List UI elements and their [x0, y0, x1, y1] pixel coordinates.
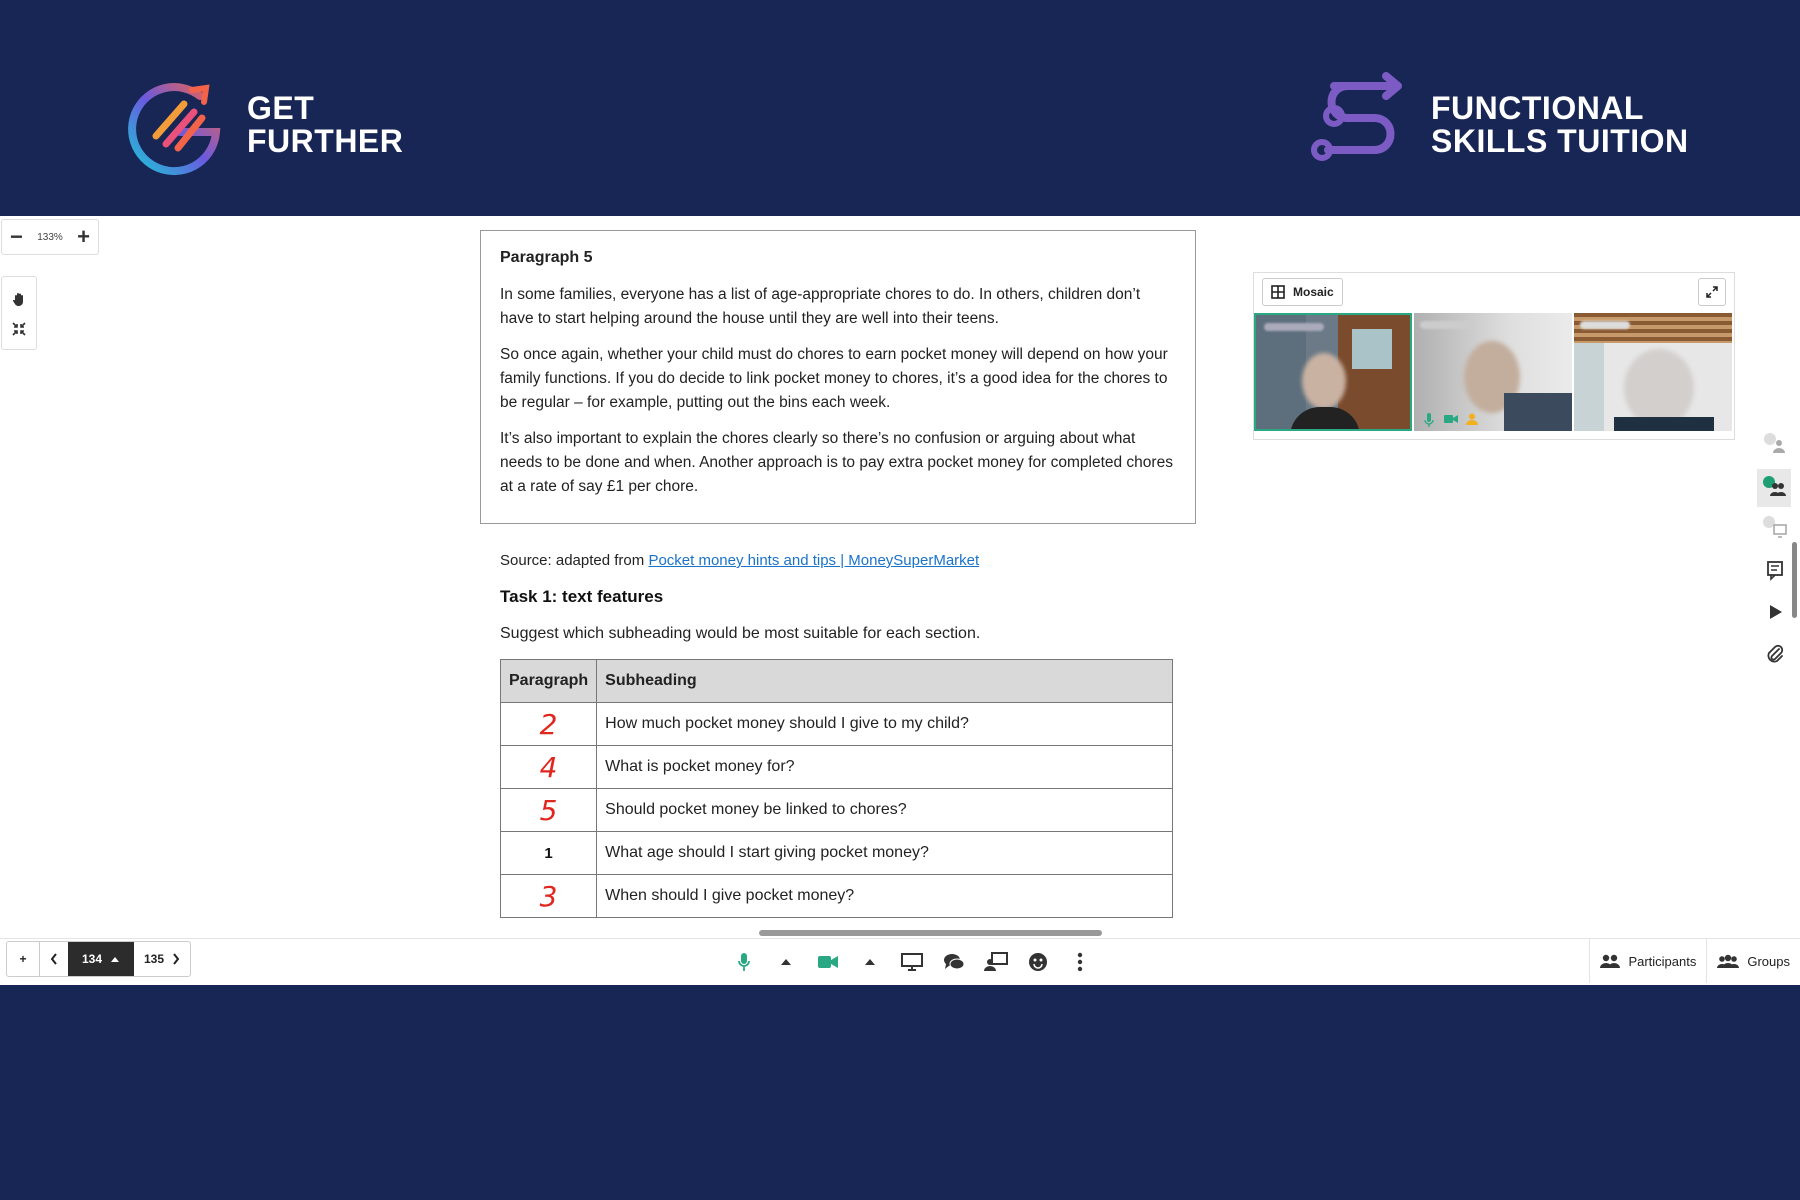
media-controls: [730, 947, 1094, 977]
subheading-cell: When should I give pocket money?: [597, 875, 1173, 918]
functional-skills-wordmark: [1431, 92, 1689, 158]
paragraph-text: So once again, whether your child must do chores to earn pocket money will depend on how your family functions. If you do decide to link pocket money to chores, it’s a good idea for the chores to be regular – for example, putting out the bins each week.: [500, 346, 1168, 411]
brand-right-line1: FUNCTIONAL: [1431, 90, 1644, 126]
zoom-in-button[interactable]: +: [77, 224, 90, 249]
task-title: Task 1: text features: [500, 587, 664, 606]
grid-icon: [1271, 285, 1285, 299]
task-instruction: Suggest which subheading would be most suitable for each section.: [500, 625, 981, 642]
caret-up-icon: [110, 956, 120, 963]
source-prefix: Source: adapted from: [500, 552, 645, 569]
video-tile-participant-1[interactable]: [1254, 313, 1412, 431]
blurred-face: [1624, 349, 1694, 427]
expand-video-button[interactable]: [1698, 278, 1726, 306]
monitor-icon: [901, 953, 923, 971]
hand-pan-icon[interactable]: [11, 291, 27, 307]
mosaic-label: Mosaic: [1293, 285, 1334, 299]
current-page-number: 134: [81, 952, 103, 966]
zoom-control: [1, 219, 99, 255]
blurred-face: [1302, 353, 1346, 409]
table-row: [501, 832, 1173, 875]
chat-icon: [943, 953, 965, 971]
chat-button[interactable]: [940, 949, 968, 975]
zoom-level: 133%: [37, 231, 63, 243]
more-vertical-icon: [1077, 952, 1083, 972]
presenter-icon: [984, 952, 1008, 972]
share-screen-button[interactable]: [898, 949, 926, 975]
single-user-icon[interactable]: [1762, 431, 1788, 457]
paragraph-title: Paragraph 5: [500, 249, 593, 266]
paragraph-text: It’s also important to explain the chores clearly so there’s no confusion or arguing about what needs to be done and when. Another approach is to pay extra pocket money for completed chores at a rate of say £1 per chore.: [500, 430, 1173, 495]
camera-icon: [817, 954, 839, 970]
table-row: [501, 875, 1173, 918]
functional-skills-logo-icon: [1308, 70, 1410, 172]
caret-up-icon: [780, 958, 792, 966]
left-tool-rail: [1, 276, 37, 350]
microphone-icon: [737, 952, 751, 972]
presenter-mode-button[interactable]: [982, 949, 1010, 975]
mosaic-layout-button[interactable]: [1262, 278, 1343, 306]
subheading-table: [500, 659, 1173, 918]
next-page-number: 135: [143, 952, 165, 966]
get-further-logo-icon: [122, 74, 226, 178]
brand-right-line2: SKILLS TUITION: [1431, 123, 1689, 159]
camera-options-button[interactable]: [856, 949, 884, 975]
microphone-button[interactable]: [730, 949, 758, 975]
presenter-icon: [1466, 413, 1478, 425]
chevron-right-icon: [172, 953, 180, 965]
screen-share-icon[interactable]: [1762, 515, 1788, 541]
add-page-button[interactable]: +: [7, 942, 40, 976]
source-link[interactable]: Pocket money hints and tips | MoneySuperMarket: [648, 552, 980, 569]
table-row: [501, 746, 1173, 789]
attachment-icon[interactable]: [1762, 641, 1788, 667]
paragraph-number: 1: [501, 832, 597, 875]
whiteboard-app: [0, 216, 1800, 984]
play-icon[interactable]: [1762, 599, 1788, 625]
brand-header: [0, 0, 1800, 215]
panel-toggles: [1589, 939, 1800, 983]
groups-button[interactable]: [1706, 939, 1800, 983]
caret-up-icon: [864, 958, 876, 966]
current-page-button[interactable]: [68, 942, 134, 976]
horizontal-scrollbar[interactable]: [759, 930, 1102, 936]
fit-to-screen-icon[interactable]: [11, 321, 27, 337]
more-options-button[interactable]: [1066, 949, 1094, 975]
paragraph-5-box: [480, 230, 1196, 524]
brand-left-line1: GET: [247, 90, 315, 126]
subheading-cell: What age should I start giving pocket money?: [597, 832, 1173, 875]
vertical-scrollbar[interactable]: [1792, 542, 1797, 618]
notes-icon[interactable]: [1762, 557, 1788, 583]
subheading-cell: Should pocket money be linked to chores?: [597, 789, 1173, 832]
handwritten-paragraph-number: 5: [501, 789, 597, 832]
groups-label: Groups: [1747, 953, 1790, 969]
participants-icon: [1600, 954, 1620, 968]
video-tile-participant-3[interactable]: [1574, 313, 1732, 431]
previous-page-button[interactable]: [40, 942, 68, 976]
handwritten-paragraph-number: 3: [501, 875, 597, 918]
participants-label: Participants: [1628, 953, 1697, 969]
column-header-subheading: Subheading: [597, 660, 1173, 703]
brand-left-line2: FURTHER: [247, 123, 404, 159]
smiley-icon: [1028, 952, 1048, 972]
paragraph-text: In some families, everyone has a list of age-appropriate chores to do. In others, children don’t have to start helping around the house until they are well into their teens.: [500, 286, 1141, 327]
subheading-cell: What is pocket money for?: [597, 746, 1173, 789]
get-further-wordmark: [247, 92, 403, 158]
zoom-out-button[interactable]: −: [10, 224, 23, 249]
group-users-icon[interactable]: [1762, 475, 1788, 501]
video-tile-participant-2[interactable]: [1414, 313, 1572, 431]
column-header-paragraph: Paragraph: [501, 660, 597, 703]
subheading-cell: How much pocket money should I give to my child?: [597, 703, 1173, 746]
handwritten-paragraph-number: 2: [501, 703, 597, 746]
chevron-left-icon: [50, 953, 58, 965]
source-line: [500, 552, 979, 569]
table-row: [501, 789, 1173, 832]
reactions-button[interactable]: [1024, 949, 1052, 975]
handwritten-paragraph-number: 4: [501, 746, 597, 789]
table-row: [501, 703, 1173, 746]
camera-button[interactable]: [814, 949, 842, 975]
bottom-toolbar: [0, 938, 1800, 985]
page-navigator: [6, 941, 191, 977]
microphone-icon: [1424, 413, 1434, 427]
groups-icon: [1717, 954, 1739, 968]
microphone-options-button[interactable]: [772, 949, 800, 975]
participants-button[interactable]: [1589, 939, 1706, 983]
video-panel: [1253, 272, 1735, 440]
table-header-row: [501, 660, 1173, 703]
next-page-button[interactable]: [134, 942, 190, 976]
camera-icon: [1444, 414, 1458, 424]
expand-icon: [1706, 286, 1718, 298]
